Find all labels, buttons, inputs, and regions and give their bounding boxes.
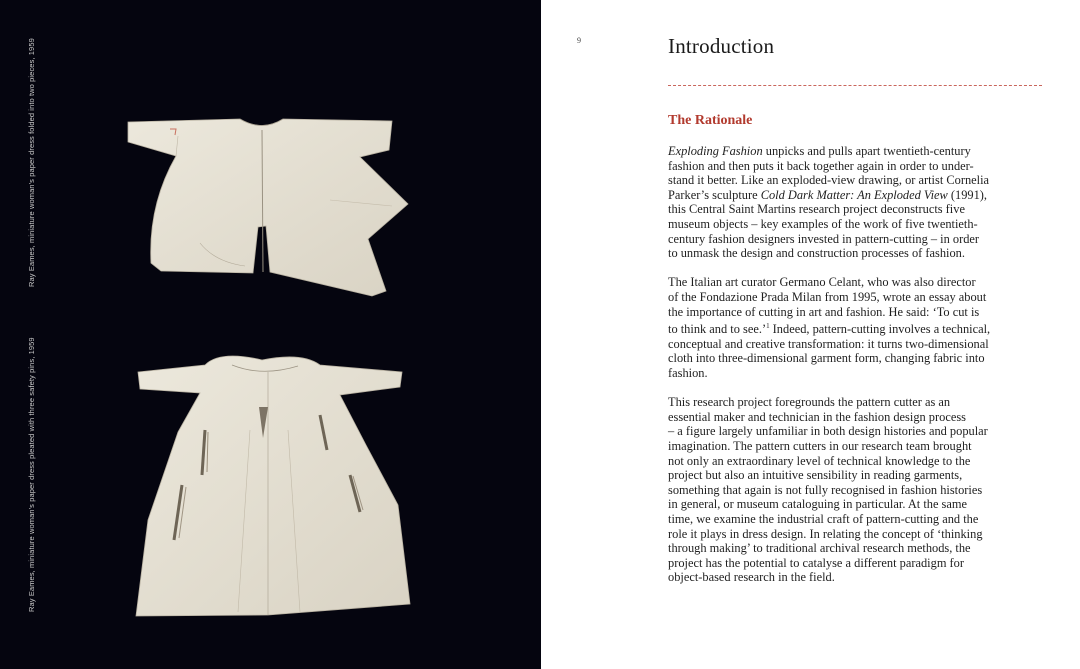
paper-dress-pleated-image (136, 356, 410, 616)
page-number: 9 (577, 36, 581, 45)
paper-dress-folded-image (128, 119, 408, 296)
paragraph-1: Exploding Fashion unpicks and pulls apart twentieth-century fashion and then puts it back together again in order to under- stand it better. Like an exploded-view drawing, or artist Cornelia Parker’s sculpture Cold Dark Matter: An Exploded View (1991), this Central Saint Martins research project deconstructs five museum objects – key examples of the work of five twentieth- century fashion designers invested in pattern-cutting – in order to unmask the design and construction processes of fashion. (668, 144, 990, 261)
footnote-marker: 1 (766, 322, 770, 331)
body-text (668, 144, 1046, 600)
title-divider (668, 85, 1042, 86)
right-page (541, 0, 1080, 669)
italic-title: Exploding Fashion (668, 144, 763, 158)
paragraph-2: The Italian art curator Germano Celant, who was also director of the Fondazione Prada Milan from 1995, wrote an essay about the importance of cutting in art and fashion. He said: ‘To cut is to think and to see.’$^1$ Indeed, pattern-cutting involves a technical, conceptual and creative transformation: it turns two-dimensional cloth into three-dimensional garment form, changing fabric into fashion. (668, 275, 991, 381)
photo-caption-top: Ray Eames, miniature woman's paper dress folded into two pieces, 1959 (27, 38, 36, 287)
italic-artwork-title: Cold Dark Matter: An Exploded View (760, 187, 948, 202)
page-title: Introduction (668, 34, 775, 58)
photo-caption-bottom: Ray Eames, miniature woman's paper dress pleated with three safety pins, 1959 (27, 337, 36, 612)
paragraph-3: This research project foregrounds the pattern cutter as an essential maker and technician in the fashion design process – a figure largely unfamiliar in both design histories and popular imagination. The pattern cutters in our research team brought not only an extraordinary level of technical knowledge to the project but also an intuitive sensibility in reading garments, something that again is not fully recognised in fashion histories in general, or museum cataloguing in particular. At the same time, we examine the industrial craft of pattern-cutting and the role it plays in dress design. In relating the concept of ‘thinking through making’ to traditional archival research methods, the project has the potential to catalyse a different paradigm for object-based research in the field. (668, 395, 988, 585)
section-heading: The Rationale (668, 113, 753, 128)
